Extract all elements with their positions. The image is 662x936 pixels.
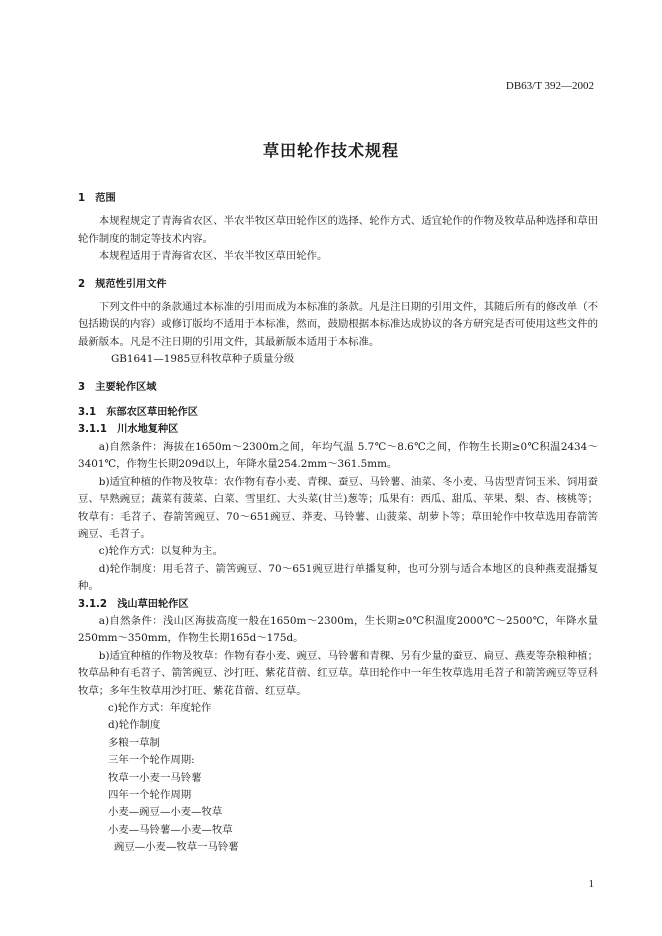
section-2-reference: GB1641—1985豆科牧草种子质量分级 <box>111 353 295 366</box>
section-3-1-1-c: c)轮作方式：以复种为主。 <box>98 545 223 558</box>
section-3-1-1-d: d)轮作制度：用毛苕子、箭筈豌豆、70～651豌豆进行单播复种，也可分别与适合本地区的良种燕麦混播复种。 <box>78 562 598 593</box>
section-1-heading: 1 范围 <box>78 193 116 204</box>
section-3-1-1-heading: 3.1.1 川水地复种区 <box>78 424 179 436</box>
section-3-1-2-b: b)适宜种植的作物及牧草：作物有春小麦、豌豆、马铃薯和青稞、另有少量的蚕豆、扁豆、燕麦等杂粮种植；牧草品种有毛苕子、箭筈豌豆、沙打旺、紫花苜蓿、红豆草。草田轮作中一年生牧草选用毛苕子和箭筈豌豆等豆科牧草；多年生牧草用沙打旺、紫花苜蓿、红豆草。 <box>78 649 598 697</box>
section-3-1-1-b: b)适宜种植的作物及牧草：农作物有春小麦、青稞、蚕豆、马铃薯、油菜、冬小麦、马齿型青饲玉米、饲用蚕豆、早熟豌豆；蔬菜有菠菜、白菜、雪里红、大头菜(甘兰)葱等；瓜果有：西瓜、甜瓜、苹果、梨、杏、核桃等；牧草有：毛苕子、春箭筈豌豆、70～651豌豆、莽麦、马铃薯、山菠菜、胡萝卜等；草田轮作中牧草选用春箭筈豌豆、毛苕子。 <box>78 475 598 540</box>
rotation-line: 四年一个轮作周期 <box>108 789 192 801</box>
rotation-line: 三年一个轮作周期: <box>108 754 195 767</box>
section-3-1-1-a: a)自然条件：海拔在1650m～2300m之间，年均气温 5.7℃～8.6℃之间，作物生长期≥0℃积温2434～3401℃，作物生长期209d以上，年降水量254.2mm～361.5mm。 <box>78 440 598 471</box>
section-3-1-2-d: d)轮作制度 <box>108 719 161 732</box>
section-2-heading: 2 规范性引用文件 <box>78 278 167 290</box>
page-number: 1 <box>588 878 594 890</box>
section-3-1-heading: 3.1 东部农区草田轮作区 <box>78 407 198 419</box>
rotation-line: 牧草一小麦一马铃薯 <box>108 771 202 784</box>
section-3-1-2-heading: 3.1.2 浅山草田轮作区 <box>78 598 189 610</box>
rotation-line: 豌豆—小麦—牧草一马铃薯 <box>114 841 239 854</box>
section-2-para: 下列文件中的条款通过本标准的引用而成为本标准的条款。凡是注日期的引用文件，其随后所有的修改单（不包括勘误的内容）或修订版均不适用于本标准，然而，鼓励根据本标准达成协议的各方研究是否可使用这些文件的最新版本。凡是不注日期的引用文件，其最新版本适用于本标准。 <box>78 301 598 348</box>
document-title: 草田轮作技术规程 <box>262 141 399 160</box>
section-3-heading: 3 主要轮作区域 <box>78 381 157 393</box>
section-3-1-2-c: c)轮作方式：年度轮作 <box>108 701 212 714</box>
document-body <box>78 190 598 857</box>
section-1-para-2: 本规程适用于青海省农区、半农半牧区草田轮作。 <box>98 250 328 263</box>
rotation-line: 小麦—豌豆—小麦—牧草 <box>108 806 223 819</box>
section-1-para-1: 本规程规定了青海省农区、半农半牧区草田轮作区的选择、轮作方式、适宜轮作的作物及牧草品种选择和草田轮作制度的制定等技术内容。 <box>78 215 598 245</box>
section-3-1-2-a: a)自然条件：浅山区海拔高度一般在1650m～2300m，生长期≥0℃积温度2000℃～2500℃，年降水量250mm～350mm，作物生长期165d～175d。 <box>78 614 598 645</box>
document-code: DB63/T 392—2002 <box>505 80 594 92</box>
rotation-line: 小麦—马铃薯—小麦—牧草 <box>108 823 233 836</box>
rotation-line: 多粮一草制 <box>108 736 160 749</box>
